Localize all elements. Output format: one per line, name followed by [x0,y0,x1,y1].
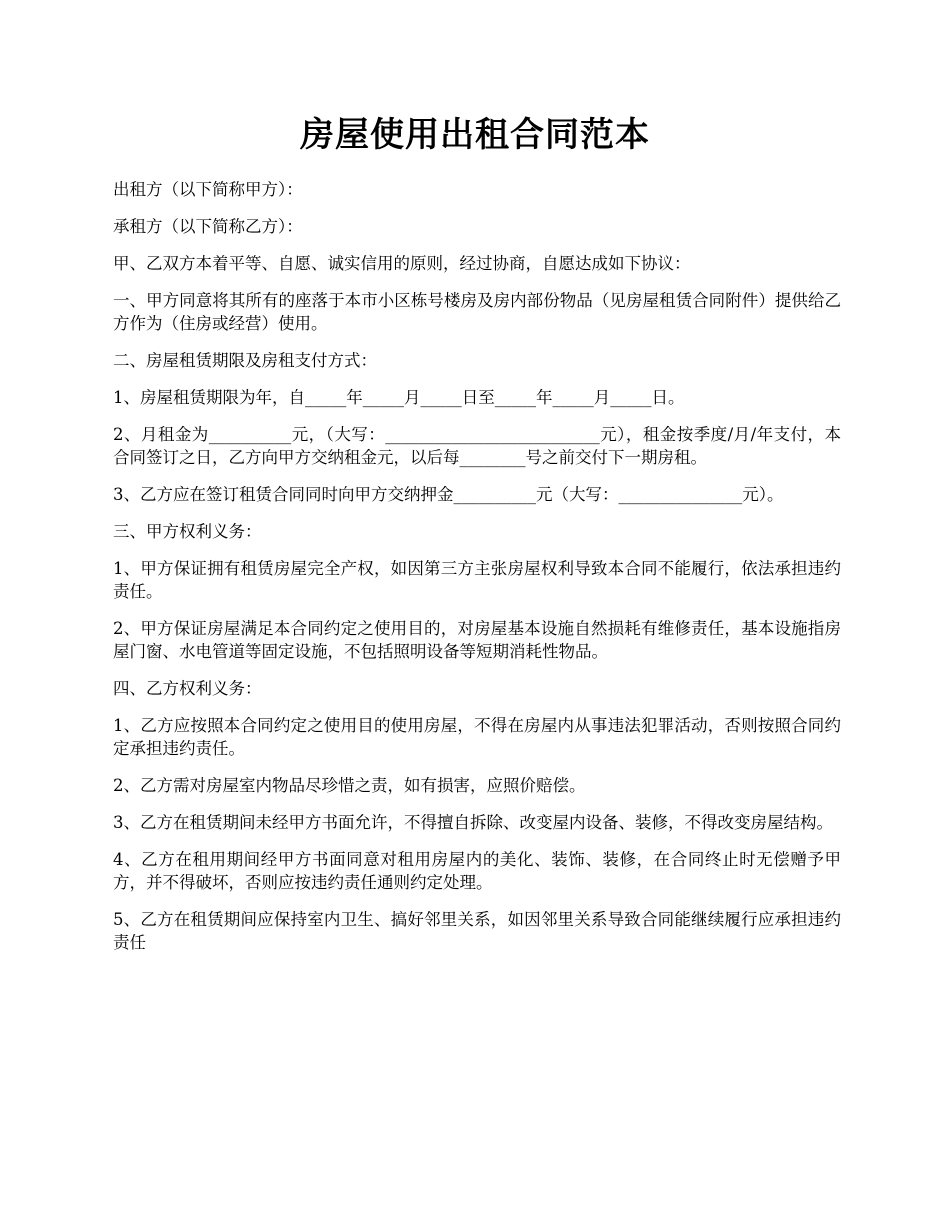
document-title: 房屋使用出租合同范本 [300,115,650,155]
paragraph-lessee-right-4: 4、乙方在租用期间经甲方书面同意对租用房屋内的美化、装饰、装修，在合同终止时无偿赠予甲方，并不得破坏，否则应按违约责任通则约定处理。 [113,850,841,892]
paragraph-lessee-right-1: 1、乙方应按照本合同约定之使用目的使用房屋，不得在房屋内从事违法犯罪活动，否则按照合同约定承担违约责任。 [113,716,841,758]
paragraph-lessor: 出租方（以下简称甲方）： [113,180,303,199]
section-heading-lessor-rights: 三、甲方权利义务： [113,522,262,541]
paragraph-lessee: 承租方（以下简称乙方）： [113,217,303,236]
section-heading-lessee-rights: 四、乙方权利义务： [113,679,262,698]
paragraph-lessor-right-2: 2、甲方保证房屋满足本合同约定之使用目的，对房屋基本设施自然损耗有维修责任，基本设施指房屋门窗、水电管道等固定设施，不包括照明设备等短期消耗性物品。 [113,619,841,661]
paragraph-lessee-right-3: 3、乙方在租赁期间未经甲方书面允许，不得擅自拆除、改变屋内设备、装修，不得改变房屋结构。 [113,813,833,832]
paragraph-lessee-right-5: 5、乙方在租赁期间应保持室内卫生、搞好邻里关系，如因邻里关系导致合同能继续履行应承担违约责任 [113,910,841,952]
paragraph-rent: 2、月租金为__________元，（大写：__________________________元），租金按季度/月/年支付，本合同签订之日，乙方向甲方交纳租金元，以后每________号之前交付下一期房租。 [113,425,841,467]
paragraph-term: 1、房屋租赁期限为年，自_____年_____月_____日至_____年_____月_____日。 [113,388,685,407]
paragraph-deposit: 3、乙方应在签订租赁合同同时向甲方交纳押金__________元（大写：_______________元）。 [113,485,784,504]
document-body [113,178,841,968]
paragraph-lessee-right-2: 2、乙方需对房屋室内物品尽珍惜之责，如有损害，应照价赔偿。 [113,776,586,795]
paragraph-lessor-right-1: 1、甲方保证拥有租赁房屋完全产权，如因第三方主张房屋权利导致本合同不能履行，依法承担违约责任。 [113,559,841,601]
section-heading-term-payment: 二、房屋租赁期限及房租支付方式： [113,351,377,370]
paragraph-preamble: 甲、乙双方本着平等、自愿、诚实信用的原则，经过协商，自愿达成如下协议： [113,254,691,273]
paragraph-clause-1: 一、甲方同意将其所有的座落于本市小区栋号楼房及房内部份物品（见房屋租赁合同附件）提供给乙方作为（住房或经营）使用。 [113,291,841,333]
